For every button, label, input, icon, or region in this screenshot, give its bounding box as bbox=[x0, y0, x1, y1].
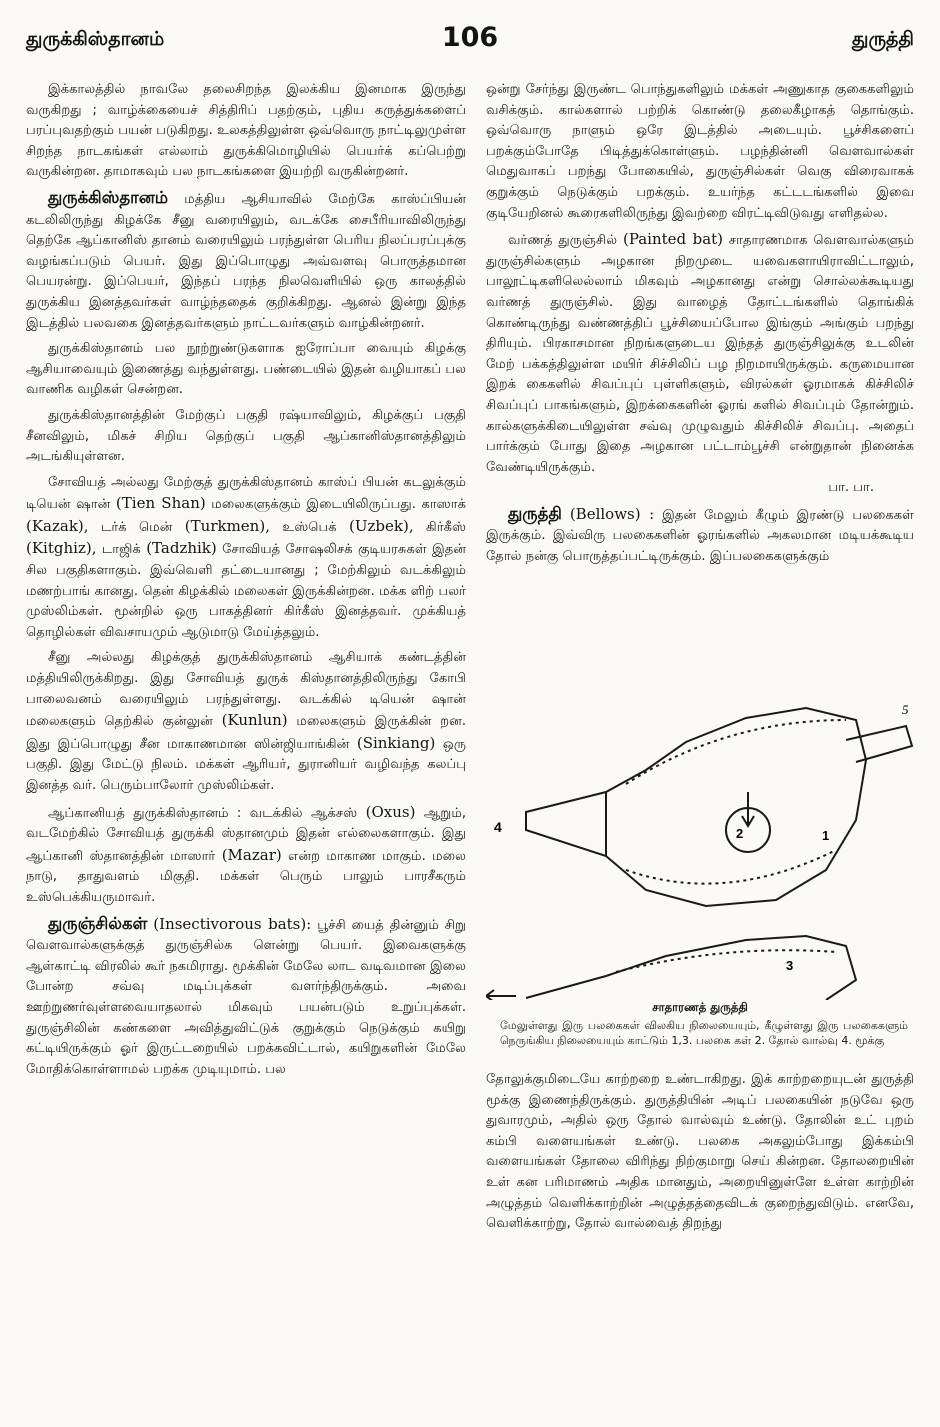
right-column bbox=[486, 80, 914, 573]
paragraph: தோலுக்குமிடையே காற்றறை உண்டாகிறது. இக் காற்றறையுடன் துருத்தி மூக்கு இணைந்திருக்கும். துருத்தியின் அடிப் பலகையின் நடுவே ஒரு துவாரமும், அதில் ஒரு தோல் வால்வும் உண்டு. தோலின் உட் புறம் கம்பி வளையங்கள் உண்டு. பலகை அகலும்போது இக்கம்பி வளையங்கள் தோலை விரிந்து நிற்குமாறு செய் கின்றன. தோலறையின் உள் கன பரிமாணம் அதிக மானதும், அறையினுள்ளே உள்ள காற்றின் அழுத்தம் வெளிக்காற்றின் அழுத்தத்தைவிடக் குறைந்துவிடும். எனவே, வெளிக்காற்று, தோல் வால்வைத் திறந்து bbox=[486, 1072, 914, 1232]
author-initials: பா. பா. bbox=[828, 480, 874, 496]
english-term: (Painted bat) bbox=[622, 230, 724, 249]
text-run: டாஜிக் bbox=[101, 542, 141, 558]
english-term: (Sinkiang) bbox=[356, 733, 436, 752]
paragraph-painted-bat bbox=[486, 229, 914, 499]
text-run: என்ற மாகாண மாகும். மலை நாடு, தாதுவளம் மிகுதி. மக்கள் பெரும் பாலும் பாரசீகரும் உஸ்பெக்கியருமாவர். bbox=[26, 848, 466, 905]
paragraph-afghan bbox=[26, 802, 466, 909]
label-5: 5 bbox=[902, 702, 909, 717]
entry-heading: துருஞ்சில்கள் bbox=[48, 913, 148, 933]
upper-bellows-outline bbox=[526, 708, 866, 906]
figure-caption: மேலுள்ளது இரு பலகைகள் விலகிய நிலையையும், கீழுள்ளது இரு பலகைகளும் நெருங்கிய நிலையையும் காட்டும் 1,3. பலகை கள் 2. தோல் வால்வு 4. மூக்கு bbox=[500, 1019, 908, 1047]
text-run: மலைகளுக்கும் இடையிலிருப்பது. காஸாக் bbox=[211, 497, 466, 513]
paragraph: துருக்கிஸ்தானத்தின் மேற்குப் பகுதி ரஷ்யாவிலும், கிழக்குப் பகுதி சீனவிலும், மிகச் சிறிய தெற்குப் பகுதி ஆப்கானிஸ்தானத்திலும் அடங்கியுள்ளன. bbox=[26, 407, 466, 465]
paragraph: துருக்கிஸ்தானம் பல நூற்றுண்டுகளாக ஐரோப்பா வையும் கிழக்கு ஆசியாவையும் இணைத்து வந்துள்ளது. பண்டையில் இதன் வழியாகப் பல வாணிக வழிகள் சென்றன. bbox=[26, 341, 466, 398]
paragraph-east bbox=[26, 648, 466, 796]
english-term: (Kunlun) bbox=[221, 711, 288, 730]
english-term: (Turkmen), bbox=[184, 516, 270, 535]
entry-turkistan bbox=[26, 188, 466, 334]
page-header bbox=[26, 22, 914, 58]
left-column bbox=[26, 80, 466, 1085]
entry-bellows bbox=[486, 504, 914, 568]
text-run: சாதாரணமாக வெளவால்களும் துருஞ்சில்களும் அழகான நிறமுடை யவைகளாயிராவிட்டாலும், பாலூட்டிகளிலெல்லாம் மிகவும் அழகானது என்று சொல்லக்கூடியது வர்ணத் துருஞ்சில். இது வாழைத் தோட்டங்களில் தொங்கிக் கொண்டிருந்து வண்ணத்திப் பூச்சியைப்போல இங்கும் அங்கும் பறந்து திரியும். பிரகாசமான நிறங்களுடைய இந்தத் துருஞ்சிலுக்கு உடலின் மேற் பக்கத்திலுள்ள மயிர் சிச்சிலிப் பழ நிறமாயிருக்கும். கருமையான இறக் கைகளில் சிவப்புப் புள்ளிகளும், விரல்கள் ஓரமாகக் கிச்சிலிச் சிவப்புப் பாகங்களும், இறக்கைகளின் ஓரங் களில் சிவப்பும் தோன்றும். கால்களுக்கிடையிலுள்ள சவ்வு முழுவதும் கிச்சிலிச் சிவப்பு. அதைப் பார்க்கும் போது இதை அழகான பட்டாம்பூச்சி என்றுதான் நினைக்க வேண்டியிருக்கும். bbox=[486, 233, 914, 475]
air-out-arrow bbox=[486, 990, 516, 1000]
upper-leather-seam-lower bbox=[626, 850, 836, 884]
text-run: சோவியத் சோஷலிசக் குடியரசுகள் இதன் சில பகுதிகளாகும். இவ்வெளி தட்டையானது ; மேற்கிலும் வடக்கிலும் மணற்பாங் கானது. தென் கிழக்கில் மலைகள் இருக்கின்றன. மக்க ளிற் பலர் முஸ்லிம்கள். மூன்றில் ஒரு பாகத்தினர் கிர்கீஸ் இனத்தவர். முக்கியத் தொழில்கள் விவசாயமும் ஆடுமாடு மேய்த்தலும். bbox=[26, 542, 466, 640]
entry-heading: துருக்கிஸ்தானம் bbox=[48, 187, 169, 207]
paragraph-soviet bbox=[26, 473, 466, 644]
bellows-drawing bbox=[486, 700, 914, 1000]
paragraph: இக்காலத்தில் நாவலே தலைசிறந்த இலக்கிய இனமாக இருந்து வருகிறது ; வாழ்க்கையைச் சித்திரிப் பதற்கும், புதிய கருத்துக்களைப் பரப்புவதற்கும் பயன் படுகிறது. உலகத்திலுள்ள ஒவ்வொரு நாட்டிலுமுள்ள சிறந்த நாடகங்கள் எல்லாம் துருக்கிமொழியில் பெயர்க் கப்பெற்று வருகின்றன. தாமாகவும் பல நாடகங்களை இயற்றி வருகின்றனர். bbox=[26, 82, 466, 180]
figure-title: சாதாரணத் துருத்தி bbox=[652, 1000, 748, 1014]
lower-bellows-outline bbox=[526, 936, 856, 1000]
text-run: கிர்கீஸ் bbox=[426, 519, 467, 535]
bellows-illustration bbox=[486, 700, 914, 1000]
text-run: சோவியத் அல்லது மேற்குத் துருக்கிஸ்தானம் காஸ்ப் பியன் கடலுக்கும் டியென் ஷான் bbox=[26, 474, 466, 513]
label-1: 1 bbox=[822, 828, 830, 843]
paragraph: ஒன்று சேர்ந்து இருண்ட பொந்துகளிலும் மக்கள் அணுகாத குகைகளிலும் வசிக்கும். கால்களால் பற்றிக் கொண்டு தலைகீழாகத் தொங்கும். ஒவ்வொரு நாளும் ஒரே இடத்தில் அடையும். பூச்சிகளைப் பறக்கும்போதே பிடித்துக்கொள்ளும். பழந்தின்னி வெளவால்கள் மெதுவாகப் பறந்து போகையில், துருஞ்சில்கள் வெகு விரைவாகக் குறுக்கும் நெடுக்கும் பறக்கும். உயர்ந்த கட்டடங்களில் இவை குடியேறினல் கூரைகளிலிருந்து இவற்றை விரட்டிவிடுவது எளிதல்ல. bbox=[486, 82, 914, 221]
label-4: 4 bbox=[494, 819, 502, 835]
entry-text: இதன் மேலும் கீழும் இரண்டு பலகைகள் இருக்கும். இவ்விரு பலகைகளின் ஓரங்களில் அகலமான மடியக்கூடிய தோல் நன்கு பொருத்தப்பட்டிருக்கும். இப்பலகைகளுக்கும் bbox=[486, 507, 914, 565]
english-term: (Oxus) bbox=[365, 802, 416, 821]
text-run: ஒரு பகுதி. இது மேட்டு நிலம். மக்கள் ஆரியர், துரானியர் வழிவந்த கலப்பு இனத்த வர். பெரும்பாலோர் முஸ்லிம்கள். bbox=[26, 736, 466, 793]
text-run: ஆறும், வடமேற்கில் சோவியத் துருக்கி ஸ்தானமும் இதன் எல்லைகளாகும். இது ஆப்கானி ஸ்தானத்தின் மாஸார் bbox=[26, 805, 467, 864]
english-term: (Bellows) : bbox=[569, 504, 655, 523]
text-run: உஸ்பெக் bbox=[282, 519, 337, 535]
english-term: (Insectivorous bats): bbox=[153, 914, 312, 933]
english-term: (Tien Shan) bbox=[115, 494, 206, 513]
entry-bats bbox=[26, 914, 466, 1081]
upper-leather-seam bbox=[626, 720, 846, 784]
label-2: 2 bbox=[736, 826, 744, 841]
upper-handle bbox=[846, 726, 912, 762]
entry-text: மத்திய ஆசியாவில் மேற்கே காஸ்ப்பியன் கடலிலிருந்து கிழக்கே சீனு வரையிலும், வடக்கே சைபீரியாவிலிருந்து தெற்கே ஆப்கானிஸ் தானம் வரையிலும் பரந்துள்ள பெரிய நிலப்பரப்புக்கு வழங்கப்படும் பெயர். இது இப்பொழுது அவ்வளவு பொருத்தமான பெயரன்று. இப்பெயர், இந்தப் பரந்த நிலவெளியில் ஒரு காலத்தில் துருக்கிய இனத்தவர்கள் வாழ்ந்ததைக் குறிக்கிறது. ஆனல் இன்று இந்த இடத்தில் பலவகை இனத்தவர்களும் நாட்டவர்களும் வாழ்கின்றனர். bbox=[26, 191, 466, 331]
text-run: ஆப்கானியத் துருக்கிஸ்தானம் : வடக்கில் ஆக்சஸ் bbox=[48, 805, 358, 821]
english-term: (Uzbek), bbox=[349, 516, 414, 535]
header-left-term: துருக்கிஸ்தானம் bbox=[26, 28, 165, 50]
entry-text: பூச்சி யைத் தின்னும் சிறு வெளவால்களுக்குத் துருஞ்சில்க ளென்று பெயர். இவைகளுக்கு ஆள்காட்டி விரலில் கூர் நகமிராது. மூக்கின் மேலே லாட வடிவமான இலை போன்ற சவ்வு மடிப்புக்கள் வளர்ந்திருக்கும். அவை ஊற்றுணர்வுள்ளவையாதலால் மிகவும் பயன்படும் உறுப்புக்கள். துருஞ்சிலின் கண்களை அவித்துவிட்டுக் குறுக்கும் நெடுக்கும் கயிறு கட்டியிருக்கும் ஓர் இருட்டறையில் பறக்கவிட்டால், கயிறுகளின் மேலே மோதிக்கொள்ளாமல் பறக்க முடியுமாம். பல bbox=[26, 917, 466, 1077]
right-column-bottom bbox=[486, 1070, 914, 1240]
text-run: சீனு அல்லது கிழக்குத் துருக்கிஸ்தானம் ஆசியாக் கண்டத்தின் மத்தியிலிருக்கிறது. இது சோவியத் துருக் கிஸ்தானத்திலிருந்து கோபி பாலைவனம் வரையிலும் பரந்துள்ளது. வடக்கில் டியென் ஷான் மலைகளும் தெற்கில் குன்லுன் bbox=[26, 650, 466, 730]
text-run: டர்க் மென் bbox=[100, 519, 173, 535]
english-term: (Kitghiz), bbox=[26, 539, 97, 558]
text-run: மலைகளும் இருக்கின் றன. இது இப்பொழுது சீன மாகாணமான ஸின்ஜியாங்கின் bbox=[26, 714, 466, 752]
english-term: (Kazak), bbox=[26, 516, 89, 535]
text-run: வர்ணத் துருஞ்சில் bbox=[508, 233, 618, 249]
label-3: 3 bbox=[786, 958, 794, 973]
entry-heading: துருத்தி bbox=[508, 503, 562, 523]
header-right-term: துருத்தி bbox=[851, 28, 914, 50]
english-term: (Mazar) bbox=[221, 845, 282, 864]
english-term: (Tadzhik) bbox=[146, 539, 217, 558]
page-number: 106 bbox=[441, 22, 499, 53]
